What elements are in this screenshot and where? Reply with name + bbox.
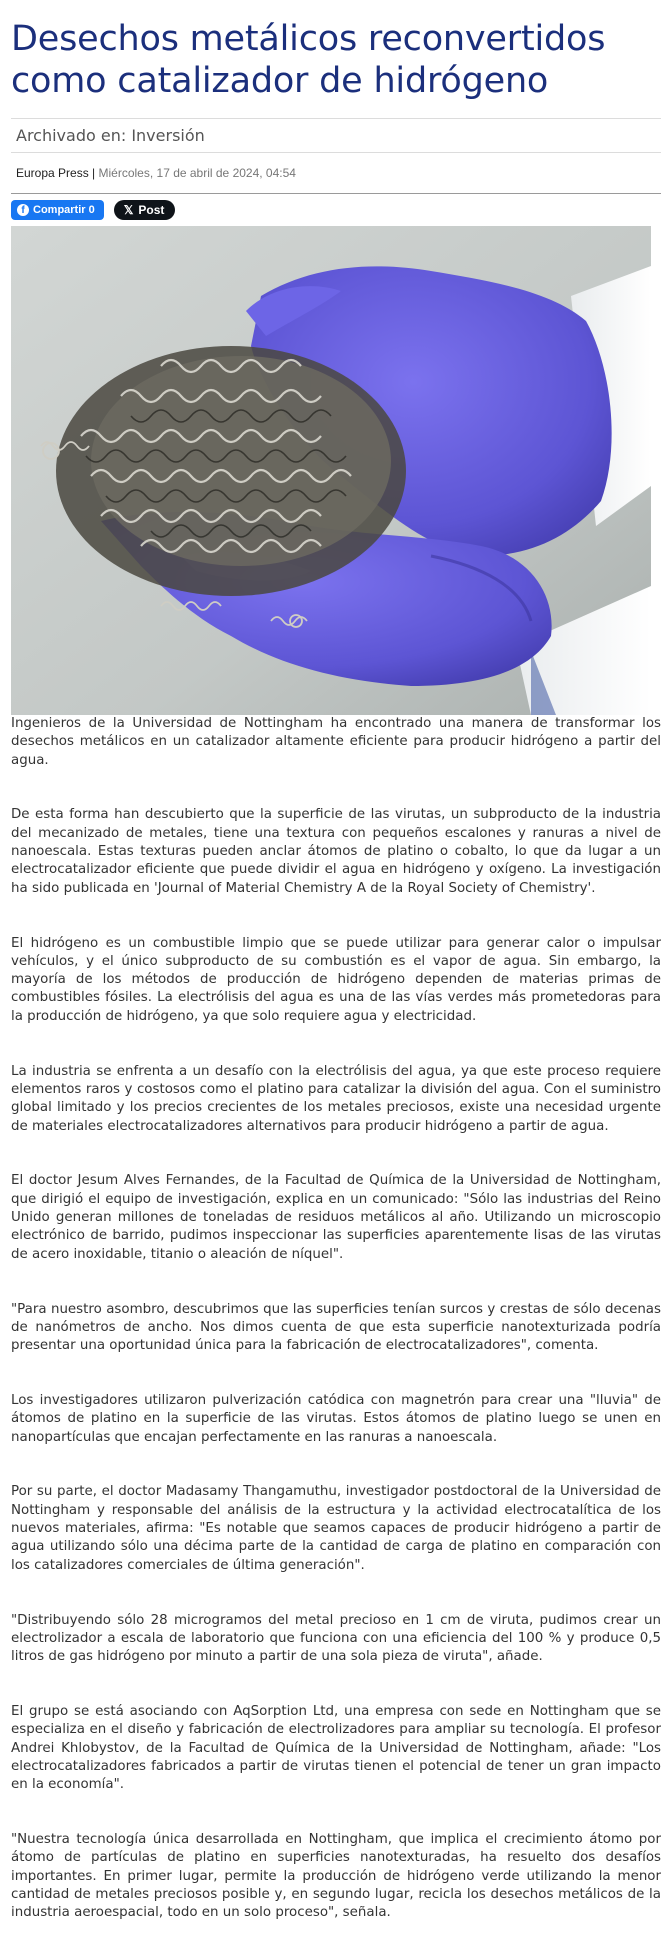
article-paragraph: "Nuestra tecnología única desarrollada en Nottingham, que implica el crecimiento átomo por átomo de partículas de platino en superficies nanotexturadas, ha resuelto dos desafíos importantes. En primer lugar, permite la producción de hidrógeno verde utilizando la menor cantidad de metales preciosos posible y, en segundo lugar, recicla los desechos metálicos de la industria aeroespacial, todo en un solo proceso", señala. [11,1832,661,1921]
article-body [11,715,661,1923]
article-title: Desechos metálicos reconvertidos como catalizador de hidrógeno [11,19,606,101]
share-bar [11,200,661,220]
article-source: Europa Press [16,166,89,180]
x-post-button[interactable] [114,200,176,220]
article-paragraph: "Para nuestro asombro, descubrimos que las superficies tenían surcos y crestas de sólo decenas de nanómetros de ancho. Nos dimos cuenta de que esta superficie nanotexturizada podría presentar una oportunidad única para la fabricación de electrocatalizadores", comenta. [11,1301,661,1354]
article-paragraph: La industria se enfrenta a un desafío con la electrólisis del agua, ya que este proceso requiere elementos raros y costosos como el platino para catalizar la división del agua. Con el suministro global limitado y los precios crecientes de los metales preciosos, existe una necesidad urgente de materiales electrocatalizadores alternativos para producir hidrógeno a partir de agua. [11,1063,661,1134]
article-paragraph: Los investigadores utilizaron pulverización catódica con magnetrón para crear una "lluvia" de átomos de platino en la superficie de las virutas. Estos átomos de platino luego se unen en nanopartículas que encajan perfectamente en las ranuras a nanoescala. [11,1392,661,1445]
archive-label: Archivado en: Inversión [16,126,205,145]
x-post-label: Post [138,203,165,217]
article-paragraph: El hidrógeno es un combustible limpio que se puede utilizar para generar calor o impulsar vehículos, y el único subproducto de su combustión es el vapor de agua. Sin embargo, la mayoría de los métodos de producción de hidrógeno dependen de materias primas de combustibles fósiles. La electrólisis del agua es una de las vías verdes más prometedoras para la producción de hidrógeno, ya que solo requiere agua y electricidad. [11,935,661,1024]
article-paragraph: "Distribuyendo sólo 28 microgramos del metal precioso en 1 cm de viruta, pudimos crear un electrolizador a escala de laboratorio que funciona con una eficiencia del 100 % y produce 0,5 litros de gas hidrógeno por minuto a partir de una sola pieza de viruta", añade. [11,1612,661,1665]
hero-image-gloved-hands-metal-shavings [11,226,651,715]
article-paragraph: El grupo se está asociando con AqSorption Ltd, una empresa con sede en Nottingham que se especializa en el diseño y fabricación de electrolizadores para ampliar su tecnología. El profesor Andrei Khlobystov, de la Facultad de Química de la Universidad de Nottingham, añade: "Los electrocatalizadores fabricados a partir de virutas tienen el potencial de tener un gran impacto en la economía". [11,1704,661,1793]
article-paragraph: Por su parte, el doctor Madasamy Thangamuthu, investigador postdoctoral de la Universidad de Nottingham y responsable del análisis de la estructura y la actividad electrocatalítica de los nuevos materiales, afirma: "Es notable que seamos capaces de producir hidrógeno a partir de agua utilizando sólo una décima parte de la cantidad de carga de platino en comparación con los catalizadores comerciales de última generación". [11,1484,661,1573]
byline [11,153,661,194]
article-paragraph: Ingenieros de la Universidad de Nottingham ha encontrado una manera de transformar los desechos metálicos en un catalizador altamente eficiente para producir hidrógeno a partir del agua. [11,716,661,768]
article-paragraph: De esta forma han descubierto que la superficie de las virutas, un subproducto de la industria del mecanizado de metales, tiene una textura con pequeños escalones y ranuras a nivel de nanoescala. Estas texturas pueden anclar átomos de platino o cobalto, lo que da lugar a un electrocatalizador eficiente que puede dividir el agua en hidrógeno y oxígeno. La investigación ha sido publicada en 'Journal of Material Chemistry A de la Royal Society of Chemistry'. [11,807,661,896]
byline-separator: | [88,166,99,180]
x-logo-icon: 𝕏 [123,203,134,217]
article-date: Miércoles, 17 de abril de 2024, 04:54 [98,166,296,180]
archive-category[interactable] [11,118,661,153]
article-paragraph: El doctor Jesum Alves Fernandes, de la Facultad de Química de la Universidad de Nottingham, que dirigió el equipo de investigación, explica en un comunicado: "Sólo las industrias del Reino Unido generan millones de toneladas de residuos metálicos al año. Utilizando un microscopio electrónico de barrido, pudimos inspeccionar las superficies aparentemente lisas de las virutas de acero inoxidable, titanio o aleación de níquel". [11,1173,661,1262]
facebook-share-button[interactable] [11,200,104,220]
facebook-icon: f [17,204,29,216]
facebook-share-label: Compartir 0 [33,204,95,216]
